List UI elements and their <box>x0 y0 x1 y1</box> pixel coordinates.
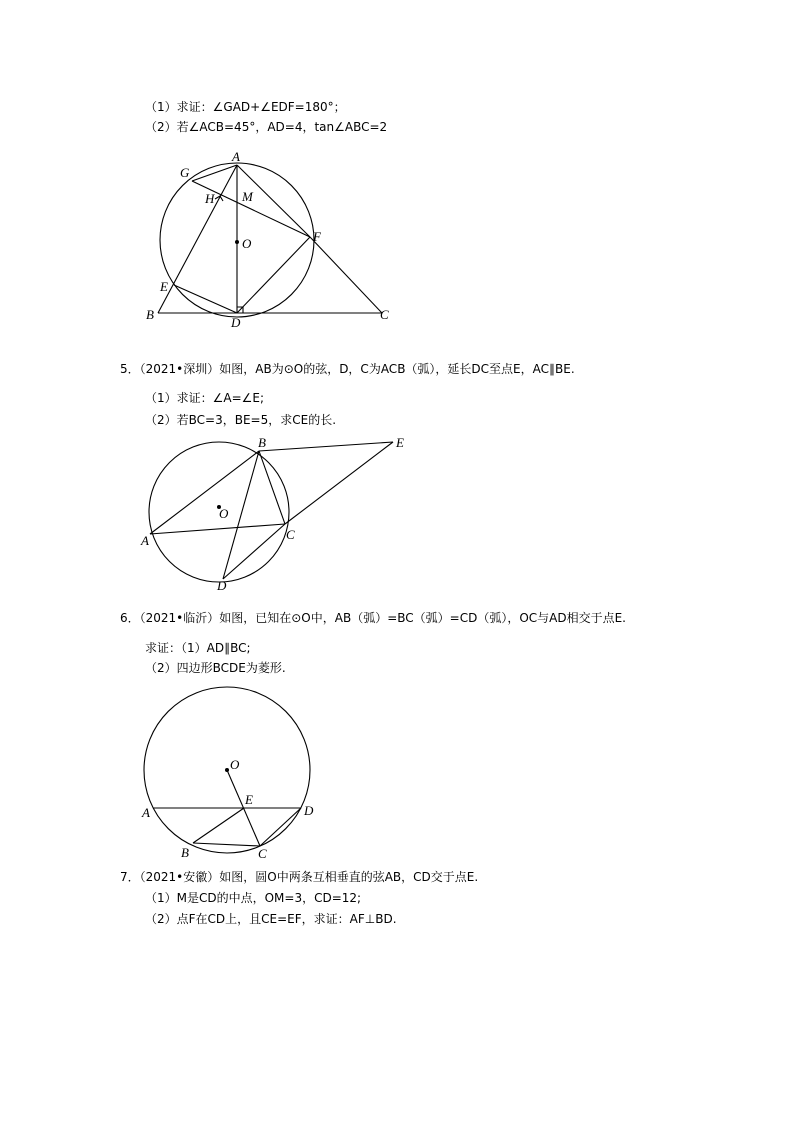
label-d-fig6: D <box>304 803 314 818</box>
segment-bc-fig5 <box>259 451 285 524</box>
segment-be-fig5 <box>259 442 393 451</box>
label-m-fig4: M <box>242 189 253 204</box>
segment-bd-fig5 <box>223 451 259 579</box>
label-a-fig5: A <box>141 533 149 548</box>
segment-be-fig6 <box>193 808 244 843</box>
label-g-fig4: G <box>180 165 190 180</box>
label-d-fig5: D <box>217 578 227 593</box>
segment-ab-fig4 <box>158 165 237 313</box>
segment-ed-fig4 <box>174 285 237 313</box>
problem6-stem: 6．（2021•临沂）如图，已知在⊙O中，AB（弧）=BC（弧）=CD（弧），OC与AD相交于点E. <box>120 611 626 625</box>
label-c-fig6: C <box>258 846 267 861</box>
segment-fc-fig4 <box>310 237 382 313</box>
segment-cd-fig6 <box>260 808 301 846</box>
label-e-fig6: E <box>245 792 253 807</box>
label-c-fig4: C <box>380 307 389 322</box>
center-dot-fig6 <box>225 768 229 772</box>
label-h-fig4: H <box>205 191 215 206</box>
problem6-part2: （2）四边形BCDE为菱形. <box>145 661 286 675</box>
label-b-fig6: B <box>181 845 189 860</box>
segment-ac-fig5 <box>150 524 285 534</box>
problem5-part2: （2）若BC=3，BE=5，求CE的长. <box>145 413 337 427</box>
center-dot-fig4 <box>235 240 239 244</box>
label-o-fig6: O <box>230 757 240 772</box>
label-o-fig4: O <box>242 236 252 251</box>
problem7-part1: （1）M是CD的中点，OM=3，CD=12; <box>145 891 362 905</box>
problem7-stem: 7．（2021•安徽）如图，圆O中两条互相垂直的弦AB，CD交于点E. <box>120 870 479 884</box>
label-a-fig6: A <box>142 805 150 820</box>
problem5-stem: 5．（2021•深圳）如图，AB为⊙O的弦，D，C为ACB（弧），延长DC至点E，AC∥BE. <box>120 362 575 376</box>
segment-ab-fig5 <box>150 451 259 534</box>
problem7-part2: （2）点F在CD上，且CE=EF，求证：AF⊥BD. <box>145 912 397 926</box>
label-f-fig4: F <box>313 229 321 244</box>
label-o-fig5: O <box>219 506 229 521</box>
problem4-part1: （1）求证：∠GAD+∠EDF=180°； <box>145 100 346 114</box>
label-a-fig4: A <box>232 149 240 164</box>
problem5-part1: （1）求证：∠A=∠E; <box>145 391 265 405</box>
segment-dc-fig5 <box>223 524 285 579</box>
label-d-fig4: D <box>231 315 241 330</box>
label-b-fig5: B <box>258 435 266 450</box>
label-c-fig5: C <box>286 527 295 542</box>
problem6-part1: 求证：（1）AD∥BC; <box>145 641 251 655</box>
label-b-fig4: B <box>146 307 154 322</box>
problem4-part2: （2）若∠ACB=45°，AD=4，tan∠ABC=2 <box>145 120 388 134</box>
segment-ec-fig5 <box>285 442 393 524</box>
label-e-fig5: E <box>396 435 404 450</box>
label-e-fig4: E <box>160 279 168 294</box>
segment-bc-fig6 <box>193 843 260 846</box>
